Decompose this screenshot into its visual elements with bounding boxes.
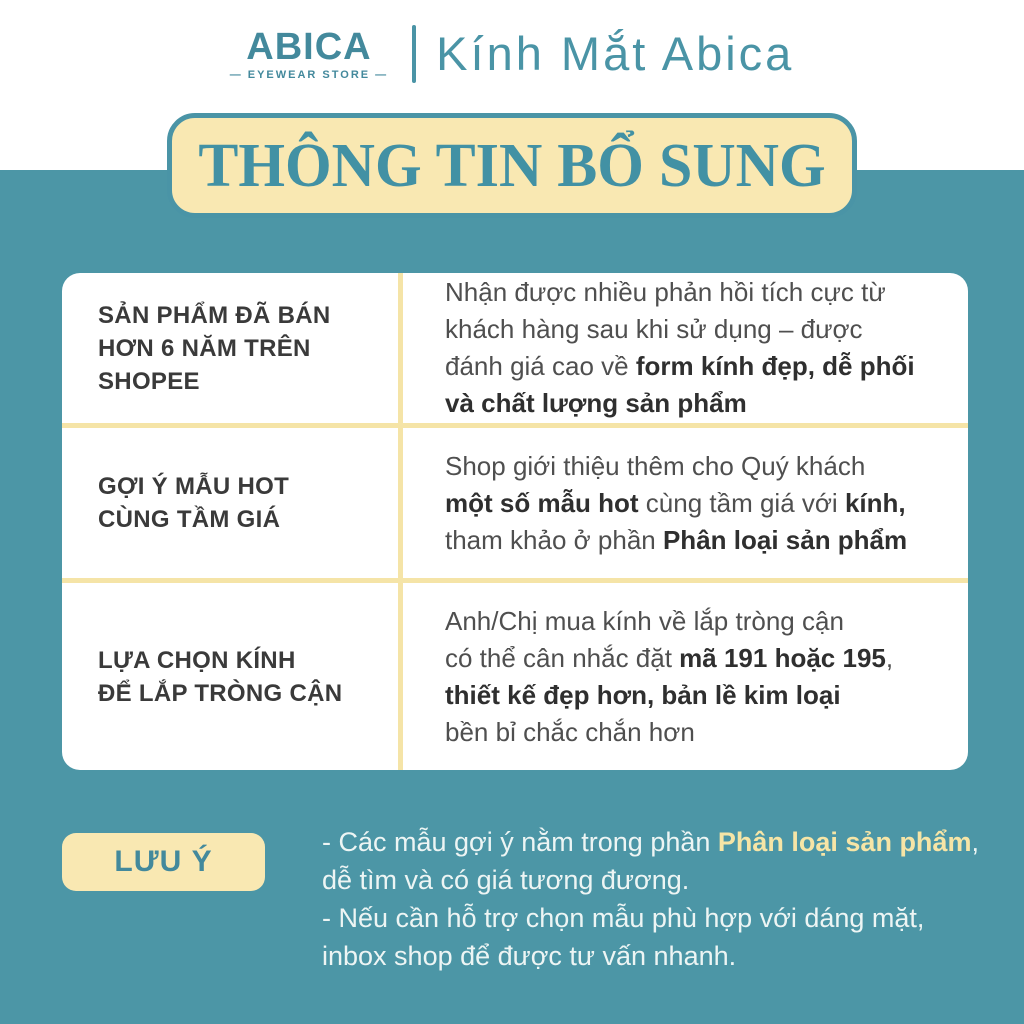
table-row xyxy=(62,428,968,583)
table-row xyxy=(62,583,968,770)
brand-logo-name: ABICA xyxy=(246,26,372,68)
row-description: Nhận được nhiều phản hồi tích cực từ khách hàng sau khi sử dụng – được đánh giá cao về form kính đẹp, dễ phối và chất lượng sản phẩm xyxy=(445,277,915,418)
note-badge-label: LƯU Ý xyxy=(114,845,213,878)
header xyxy=(0,24,1024,84)
section-banner-title: THÔNG TIN BỔ SUNG xyxy=(198,130,826,200)
info-table xyxy=(62,273,968,770)
note-text: - Các mẫu gợi ý nằm trong phần Phân loại sản phẩm, dễ tìm và có giá tương đương. - Nếu cần hỗ trợ chọn mẫu phù hợp với dáng mặt, inbox shop để được tư vấn nhanh. xyxy=(322,827,979,971)
brand-logo xyxy=(230,27,388,81)
header-divider-bar xyxy=(412,25,416,83)
brand-logo-subtitle: — EYEWEAR STORE — xyxy=(229,69,389,81)
row-description: Shop giới thiệu thêm cho Quý khách một số mẫu hot cùng tầm giá với kính, tham khảo ở phần Phân loại sản phẩm xyxy=(445,450,908,555)
page-brand-title: Kính Mắt Abica xyxy=(436,27,795,80)
row-description: Anh/Chị mua kính về lắp tròng cận có thể cân nhắc đặt mã 191 hoặc 195, thiết kế đẹp hơn, bản lề kim loại bền bỉ chắc chắn hơn xyxy=(445,605,894,747)
table-row xyxy=(62,273,968,428)
row-label: LỰA CHỌN KÍNH ĐỂ LẮP TRÒNG CẬN xyxy=(62,583,403,770)
section-banner xyxy=(167,113,857,218)
row-label: GỢI Ý MẪU HOT CÙNG TẦM GIÁ xyxy=(62,428,403,578)
row-label: SẢN PHẨM ĐÃ BÁN HƠN 6 NĂM TRÊN SHOPEE xyxy=(62,273,403,423)
note-badge xyxy=(62,833,265,891)
